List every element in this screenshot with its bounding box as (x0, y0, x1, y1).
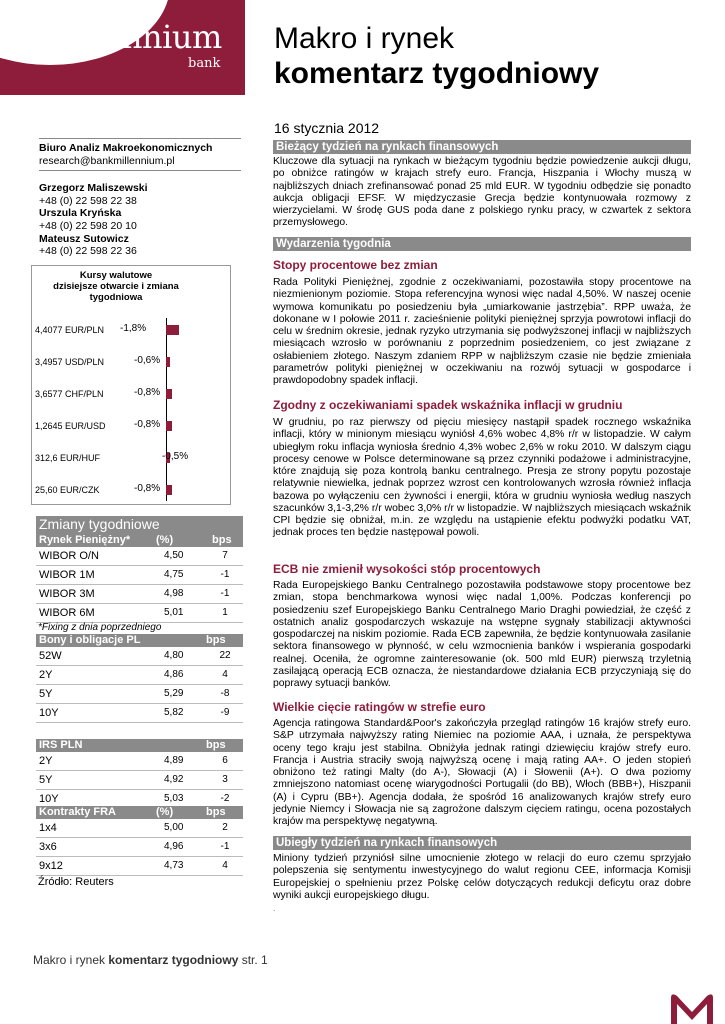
paragraph: W grudniu, po raz pierwszy od pięciu miesięcy nastąpił spadek rocznego wskaźnika inflacji, który w minionym miesiącu wyniósł 4,6% wobec 4,8% r/r w listopadzie. W całym ubiegłym roku inflacja wyniosła średnio 4,3% wobec 2,6% w roku 2010. W dalszym ciągu procesy cenowe w Polsce determinowane są przez czynniki podażowe i administracyjne, które znajdują się poza kontrolą banku centralnego. Presja ze strony popytu pozostaje relatywnie niewielka, jednak poprzez wzrost cen kontrolowanych wzrosła również inflacja bazowa po wyłączeniu cen żywności i energii, która w grudniu wyniosła według naszych szacunków 3,1-3,2% r/r wobec 3,0% r/r w listopadzie. W najbliższych miesiącach wskaźnik CPI będzie się obniżał, m.in. ze względu na ustąpienie efektu podwyżki podatku VAT, jednak proces ten będzie następował powoli. (273, 417, 691, 539)
fx-chart (31, 265, 231, 505)
row-value: 4,98 (164, 588, 184, 599)
fx-row (32, 481, 232, 501)
row-bps: 3 (222, 774, 228, 785)
row-value: 5,00 (164, 822, 184, 833)
header-unit: (%) (156, 806, 174, 818)
table-row (36, 819, 243, 838)
fx-bar (166, 485, 172, 495)
fx-label: 3,4957 USD/PLN (35, 357, 105, 367)
fx-title-line: dzisiejsze otwarcie i zmiana (53, 281, 179, 292)
fx-label: 3,6577 CHF/PLN (35, 389, 104, 399)
fx-label: 312,6 EUR/HUF (35, 453, 101, 463)
fx-value: -0,8% (134, 419, 161, 430)
table-header (36, 534, 243, 547)
contacts-block (39, 135, 241, 258)
section-bar: Ubiegły tydzień na rynkach finansowych (273, 836, 691, 850)
row-label: 2Y (39, 755, 53, 767)
table-row (36, 771, 243, 790)
fx-bar (166, 389, 172, 399)
contact-phone: +48 (0) 22 598 22 36 (39, 245, 137, 258)
subheading: Stopy procentowe bez zmian (273, 258, 438, 272)
fx-bar (166, 357, 170, 367)
table-row (36, 585, 243, 604)
section-bar: Bieżący tydzień na rynkach finansowych (273, 140, 691, 154)
table-row (36, 566, 243, 585)
row-value: 5,01 (164, 607, 184, 618)
row-bps: 4 (222, 669, 228, 680)
row-bps: -1 (220, 841, 230, 852)
footer (33, 953, 268, 967)
row-label: 5Y (39, 774, 53, 786)
fx-row (32, 449, 232, 469)
fx-value: -0,5% (162, 451, 189, 462)
fx-row (32, 417, 232, 437)
row-value: 4,89 (164, 755, 184, 766)
table-header (36, 634, 243, 647)
row-label: 1x4 (39, 822, 57, 834)
table-row (36, 647, 243, 666)
money-market-table (36, 534, 243, 623)
fx-row (32, 353, 232, 373)
row-label: 52W (39, 650, 62, 662)
fra-table (36, 806, 243, 876)
footer-text: Makro i rynek (33, 953, 109, 967)
row-label: WIBOR 3M (39, 588, 95, 600)
row-bps: -1 (220, 569, 230, 580)
row-value: 5,82 (164, 707, 184, 718)
row-label: 10Y (39, 707, 59, 719)
header-bps: bps (212, 534, 232, 546)
fixing-note: *Fixing z dnia poprzedniego (38, 622, 162, 633)
fx-label: 1,2645 EUR/USD (35, 421, 106, 431)
table-row (36, 685, 243, 704)
contact-name: Urszula Kryńska (39, 207, 122, 220)
fx-title-line: tygodniowa (89, 292, 143, 303)
paragraph: Kluczowe dla sytuacji na rynkach w bieżącym tygodniu będzie powiedzenie aukcji długu, po obniżce ratingów w krajach strefy euro. Francja, Hiszpania i Włochy muszą w najbliższych dniach zrefinansować ponad 25 mld EUR. W tygodniu odbędzie się ponadto aukcja obligacji EFSF. W międzyczasie Grecja będzie kontynuowała rozmowy z wierzycielami. W środę GUS poda dane z polskiego rynku pracy, w czwartek z sektora przemysłowego. (273, 156, 691, 229)
table-row (36, 547, 243, 566)
header-label: IRS PLN (39, 739, 83, 751)
divider (39, 170, 241, 171)
row-label: WIBOR 6M (39, 607, 95, 619)
logo-bank: bank (188, 56, 221, 71)
row-value: 4,73 (164, 860, 184, 871)
department: Biuro Analiz Makroekonomicznych (39, 142, 213, 154)
row-bps: -1 (220, 588, 230, 599)
table-header (36, 806, 243, 819)
row-label: 10Y (39, 793, 59, 805)
table-row (36, 857, 243, 876)
row-label: 5Y (39, 688, 53, 700)
row-value: 4,50 (164, 550, 184, 561)
row-bps: -9 (220, 707, 230, 718)
contact-phone: +48 (0) 22 598 20 10 (39, 219, 137, 232)
weekly-changes-title: Zmiany tygodniowe (36, 516, 243, 534)
email-link[interactable]: research@bankmillennium.pl (39, 154, 175, 167)
row-label: 9x12 (39, 860, 63, 872)
paragraph: Agencja ratingowa Standard&Poor's zakończyła przegląd ratingów 16 krajów strefy euro. S&P utrzymała najwyższy rating Niemiec na poziomie AAA, i uznała, że perspektywa oceny tego kraju jest stabilna. Obniżyła jednak ratingi dziewięciu krajów strefy euro. Francja i Austria straciły swoją najwyższą ocenę i mają rating AA+. O jeden stopień obniżono też ratingi Malty (do A-), Słowacji (A) i Słowenii (A+). O dwa poziomy zmniejszono natomiast ocenę wiarygodności Portugalii (do BB), Włoch (BBB+), Hiszpanii (A) i Cypru (BB+). Agencja dodała, że spośród 16 analizowanych krajów strefy euro jedynie Niemcy i Słowacja nie są zagrożone dalszym cięciem ratingu, ocena pozostałych krajów ma perspektywę negatywną. (273, 718, 691, 827)
paragraph: Miniony tydzień przyniósł silne umocnienie złotego w relacji do euro czemu sprzyjało polepszenia się sentymentu inwestycyjnego do walut regionu CEE, informacja Komisji Europejskiej o spełnieniu przez Polskę celów dotyczących redukcji deficytu oraz dobre wyniki aukcji europejskiego długu. (273, 853, 691, 901)
fx-chart-title (32, 270, 200, 303)
fx-value: -0,6% (134, 355, 161, 366)
fx-label: 25,60 EUR/CZK (35, 485, 100, 495)
row-bps: 1 (222, 607, 228, 618)
row-bps: -8 (220, 688, 230, 699)
row-bps: -2 (220, 793, 230, 804)
fx-label: 4,4077 EUR/PLN (35, 325, 105, 335)
fx-value: -0,8% (134, 387, 161, 398)
fx-bar (166, 421, 172, 431)
fx-row (32, 321, 232, 341)
table-row (36, 666, 243, 685)
row-bps: 22 (219, 650, 231, 661)
fx-bar (166, 325, 179, 335)
contact-phone: +48 (0) 22 598 22 38 (39, 194, 137, 207)
table-header (36, 739, 243, 752)
fx-value: -0,8% (134, 483, 161, 494)
fx-axis (166, 318, 167, 501)
irs-table (36, 739, 243, 809)
row-label: 3x6 (39, 841, 57, 853)
logo-name: Millennium (42, 18, 222, 56)
header-label: Rynek Pieniężny* (39, 534, 131, 546)
header-unit: (%) (156, 534, 174, 546)
header-label: Kontrakty FRA (39, 806, 117, 818)
paragraph: Rada Europejskiego Banku Centralnego pozostawiła podstawowe stopy procentowe bez zmian, stopa benchmarkowa wynosi więc nadal 1,00%. Podczas konferencji po posiedzeniu szef Europejskiego Banku Centralnego Mario Draghi powiedział, że część z ostatnich analiz gospodarczych wskazuje na wstępne sygnały stabilizacji aktywności gospodarczej na niskim poziomie. Rada ECB zapewniła, że będzie kontynuowała zasilanie sektora finansowego w płynność, w celu wzmocnienia banków i wspierania gospodarki realnej. Oceniła, że ogromne zainteresowanie (ok. 500 mld EUR) pierwszą trzyletnią zasilającą operacją ECB oznacza, że niestandardowe działania ECB przyczyniają się do poprawy sytuacji banków. (273, 580, 691, 689)
section-bar: Wydarzenia tygodnia (273, 237, 691, 251)
table-row (36, 604, 243, 623)
row-value: 4,86 (164, 669, 184, 680)
report-date: 16 stycznia 2012 (274, 120, 380, 136)
table-row (36, 752, 243, 771)
subheading: Zgodny z oczekiwaniami spadek wskaźnika inflacji w grudniu (273, 398, 623, 412)
header-bps: bps (206, 739, 226, 751)
header-label: Bony i obligacje PL (39, 634, 141, 646)
contact-name: Mateusz Sutowicz (39, 232, 129, 245)
paragraph: Rada Polityki Pieniężnej, zgodnie z oczekiwaniami, pozostawiła stopy procentowe na niezmienionym poziomie. Stopa referencyjna wynosi więc nadal 4,50%. W naszej ocenie wymowa komunikatu po posiedzeniu była „umiarkowanie jastrzębia”. RPP uważa, że dokonane w I połowie 2011 r. zacieśnienie polityki pieniężnej sprzyja powrotowi inflacji do celu w średnim okresie, jednak ryzyko utrzymania się podwyższonej inflacji w najbliższych miesiącach wzrosło w porównaniu z poprzednim posiedzeniem, co jest związane z osłabieniem złotego. Naszym zdaniem RPP w najbliższym czasie nie będzie zmieniała parametrów polityki pieniężnej w oczekiwaniu na rozwój sytuacji w gospodarce i prawdopodobny spadek inflacji. (273, 277, 691, 386)
millennium-logo (0, 0, 245, 95)
footer-page: str. 1 (238, 953, 268, 967)
divider (39, 138, 241, 139)
title-line2: komentarz tygodniowy (274, 57, 600, 90)
fx-row (32, 385, 232, 405)
row-bps: 2 (222, 822, 228, 833)
row-value: 4,92 (164, 774, 184, 785)
source-note: Źródło: Reuters (38, 876, 114, 888)
subheading: ECB nie zmienił wysokości stóp procentowych (273, 562, 541, 576)
row-bps: 7 (222, 550, 228, 561)
row-label: WIBOR O/N (39, 550, 99, 562)
row-value: 4,96 (164, 841, 184, 852)
fx-value: -1,8% (120, 323, 147, 334)
row-bps: 4 (222, 860, 228, 871)
row-value: 4,75 (164, 569, 184, 580)
row-value: 5,03 (164, 793, 184, 804)
footer-bold: komentarz tygodniowy (108, 953, 239, 967)
row-value: 4,80 (164, 650, 184, 661)
subheading: Wielkie cięcie ratingów w strefie euro (273, 700, 486, 714)
trailing-dot: . (273, 904, 276, 913)
fx-title-line: Kursy walutowe (79, 270, 153, 281)
bonds-table (36, 634, 243, 723)
header-bps: bps (206, 806, 226, 818)
title-line1: Makro i rynek (274, 22, 455, 55)
row-value: 5,29 (164, 688, 184, 699)
row-label: WIBOR 1M (39, 569, 95, 581)
table-row (36, 704, 243, 723)
table-row (36, 838, 243, 857)
m-logo-icon (667, 990, 717, 1024)
row-label: 2Y (39, 669, 53, 681)
contact-name: Grzegorz Maliszewski (39, 182, 148, 195)
row-bps: 6 (222, 755, 228, 766)
header-bps: bps (206, 634, 226, 646)
